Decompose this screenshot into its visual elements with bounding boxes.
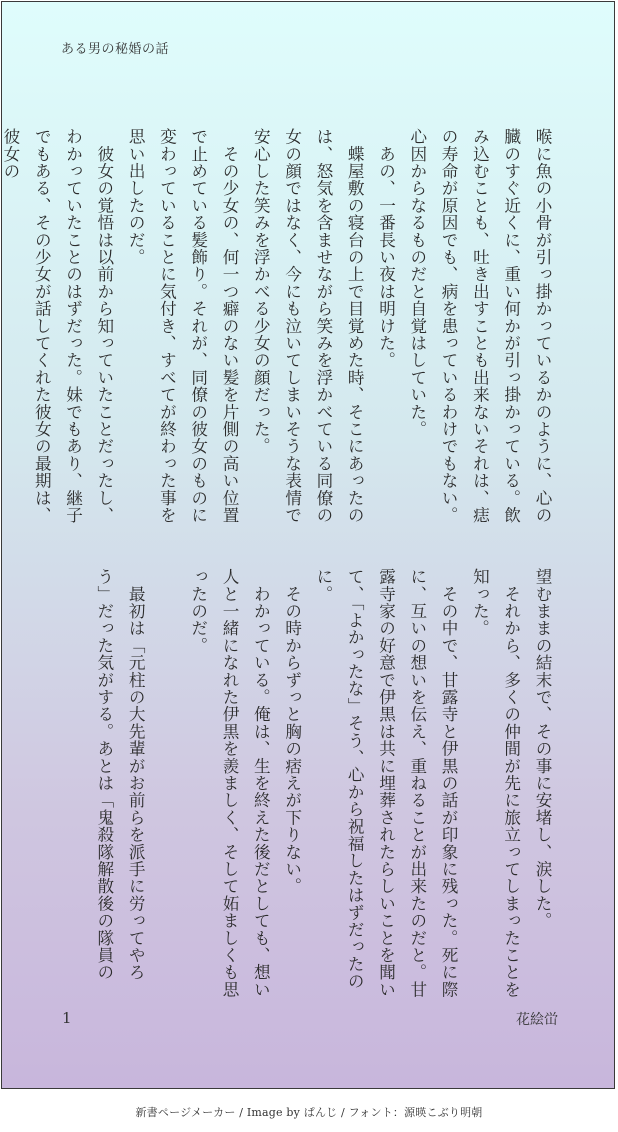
paragraph: 蝶屋敷の寝台の上で目覚めた時、そこにあったのは、怒気を含ませながら笑みを浮かべている同僚の女の顔ではなく、今にも泣いてしまいそうな表情で安心した笑みを浮かべる少女の顔だった。 [251,128,365,524]
paragraph: その少女の、何一つ癖のない髪を片側の高い位置で止めている髪飾り。それが、同僚の彼女のものに変わっていることに気付き、すべてが終わった事を思い出したのだ。 [126,128,240,524]
paragraph: わかっている。俺は、生を終えた後だとしても、想い人と一緒になれた伊黒を羨ましく、そして妬ましくも思ったのだ。 [188,568,271,998]
book-page [1,1,615,1089]
body-text-lower [58,568,558,998]
paragraph: その時からずっと胸の痞えが下りない。 [282,568,302,895]
paragraph: 最初は「元柱の大先輩がお前らを派手に労ってやろう」だった気がする。あとは「鬼殺隊解散後の隊員の [94,568,146,981]
image-credit: 新書ページメーカー / Image by ぱんじ / フォント：源暎こぶり明朝 [135,1106,483,1119]
paragraph: 望むままの結末で、その事に安堵し、涙した。 [533,568,552,930]
blank-line [151,568,182,998]
paragraph: あの、一番長い夜は明けた。 [376,128,396,369]
body-text-upper [0,128,558,528]
page-title: ある男の秘婚の話 [61,42,170,57]
page-number: 1 [62,1009,72,1027]
paragraph: それから、多くの仲間が先に旅立ってしまったことを知った。 [470,568,521,998]
paragraph: 彼女の覚悟は以前から知っていたことだったし、わかっていたことのはずだった。妹でもあり、継子でもある、その少女が話してくれた彼女の最期は、彼女の [0,128,114,524]
author-name: 花絵峃 [516,1012,558,1028]
paragraph: その中で、甘露寺と伊黒の話が印象に残った。死に際に、互いの想いを伝え、重ねることが出来たのだと。甘露寺家の好意で伊黒は共に埋葬されたらしいことを聞いて、「よかったな」そう、心から祝福したはずだったのに。 [313,568,459,998]
paragraph: 喉に魚の小骨が引っ掛かっているかのように、心の臓のすぐ近くに、重い何かが引っ掛かっている。飲み込むことも、吐き出すことも出来ないそれは、痣の寿命が原因でも、病を患っているわけでもない。心因からなるものだと自覚はしていた。 [407,128,552,524]
